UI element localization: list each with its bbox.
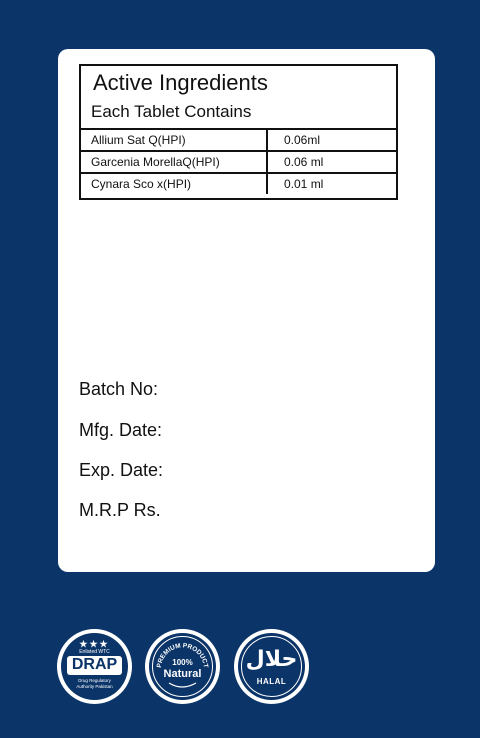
halal-arabic-text: حلال — [245, 647, 298, 672]
ingredients-subtitle: Each Tablet Contains — [91, 102, 252, 121]
ingredient-name: Garcenia MorellaQ(HPI) — [81, 151, 267, 173]
drap-title: DRAP — [71, 656, 118, 673]
ingredients-box — [79, 64, 398, 200]
drap-sub-text-1: Drug Regulatory — [78, 678, 111, 683]
ingredients-title: Active Ingredients — [93, 70, 268, 95]
batch-number-label: Batch No: — [79, 379, 159, 399]
ingredient-amount: 0.06 ml — [267, 151, 396, 173]
halal-badge — [234, 629, 309, 704]
ingredient-name: Cynara Sco x(HPI) — [81, 173, 267, 194]
table-row — [81, 173, 396, 194]
halal-text: HALAL — [256, 677, 287, 686]
ingredient-name: Allium Sat Q(HPI) — [81, 129, 267, 151]
ingredients-table — [81, 128, 396, 194]
table-row — [81, 151, 396, 173]
table-row — [81, 129, 396, 151]
ingredient-amount: 0.06ml — [267, 129, 396, 151]
label-card — [58, 49, 435, 572]
drap-badge — [57, 629, 132, 704]
leaf-icon — [149, 633, 216, 700]
mfg-date-label: Mfg. Date: — [79, 420, 163, 440]
premium-natural-text: Natural — [163, 668, 202, 680]
svg-text:PREMIUM PRODUCT: PREMIUM PRODUCT — [155, 642, 210, 669]
drap-enlisted-text: Enlisted WTC — [79, 649, 110, 655]
drap-sub-text-2: Authority Pakistan — [76, 684, 113, 689]
exp-date-label: Exp. Date: — [79, 460, 164, 480]
mrp-label: M.R.P Rs. — [79, 500, 161, 520]
star-icon: ★★★ — [79, 639, 110, 649]
ingredient-amount: 0.01 ml — [267, 173, 396, 194]
premium-percent: 100% — [172, 658, 193, 667]
premium-natural-badge — [145, 629, 220, 704]
